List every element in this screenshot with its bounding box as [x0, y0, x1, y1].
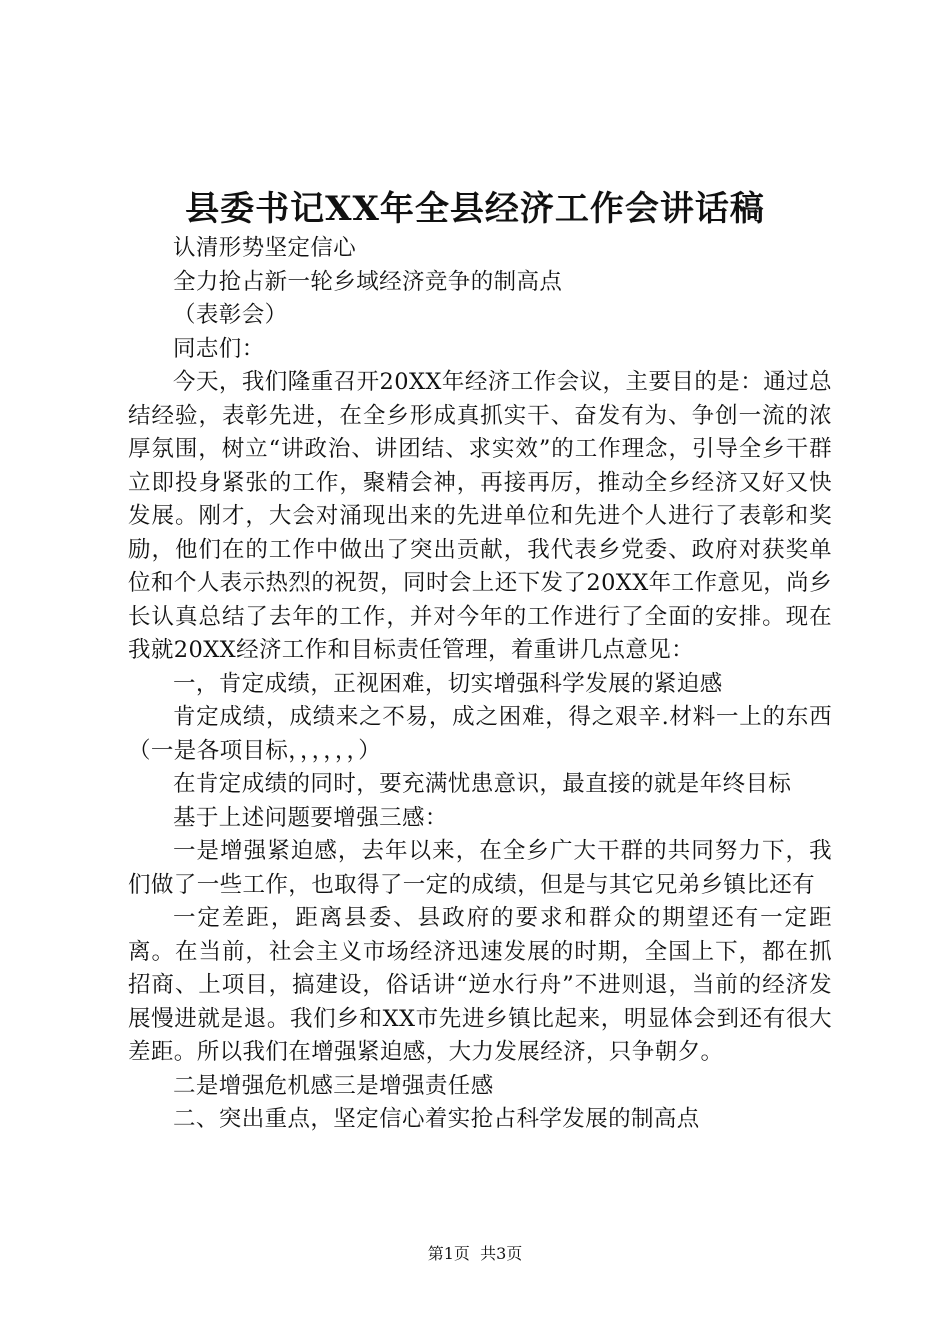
paragraph: 一定差距，距离县委、县政府的要求和群众的期望还有一定距离。在当前，社会主义市场经济迅速发展的时期，全国上下，都在抓招商、上项目，搞建设，俗话讲“逆水行舟”不进则退，当前的经济发展慢进就是退。我们乡和XX市先进乡镇比起来，明显体会到还有很大差距。所以我们在增强紧迫感，大力发展经济，只争朝夕。	[128, 905, 832, 1065]
section-heading: 一，肯定成绩，正视困难，切实增强科学发展的紧迫感	[173, 670, 723, 697]
page-number: 第1页	[427, 1244, 470, 1263]
section-heading: 二、突出重点，坚定信心着实抢占科学发展的制高点	[173, 1106, 700, 1132]
meeting-note: （表彰会）	[173, 302, 288, 328]
paragraph: 一是增强紧迫感，去年以来，在全乡广大干群的共同努力下，我们做了一些工作，也取得了一定的成绩，但是与其它兄弟乡镇比还有	[128, 838, 832, 898]
paragraph: 在肯定成绩的同时，要充满忧患意识，最直接的就是年终目标	[173, 771, 792, 797]
page-total: 共3页	[480, 1244, 523, 1263]
paragraph: 今天，我们隆重召开20XX年经济工作会议，主要目的是：通过总结经验，表彰先进，在全乡形成真抓实干、奋发有为、争创一流的浓厚氛围，树立“讲政治、讲团结、求实效”的工作理念，引导全乡干群立即投身紧张的工作，聚精会神，再接再厉，推动全乡经济又好又快发展。刚才，大会对涌现出来的先进单位和先进个人进行了表彰和奖励，他们在的工作中做出了突出贡献，我代表乡党委、政府对获奖单位和个人表示热烈的祝贺，同时会上还下发了20XX年工作意见，尚乡长认真总结了去年的工作，并对今年的工作进行了全面的安排。现在我就20XX经济工作和目标责任管理，着重讲几点意见：	[128, 369, 832, 663]
document-body	[128, 232, 832, 1137]
paragraph: 基于上述问题要增强三感：	[173, 804, 448, 831]
paragraph: 二是增强危机感三是增强责任感	[173, 1072, 494, 1099]
subtitle-line: 全力抢占新一轮乡域经济竞争的制高点	[173, 268, 563, 295]
subtitle-line: 认清形势坚定信心	[173, 235, 357, 261]
document-title: 县委书记XX年全县经济工作会讲话稿	[185, 189, 765, 229]
page-footer	[0, 1243, 950, 1265]
salutation: 同志们：	[173, 335, 265, 362]
paragraph: 肯定成绩，成绩来之不易，成之困难，得之艰辛.材料一上的东西（一是各项目标，，，，，，）	[128, 704, 832, 764]
